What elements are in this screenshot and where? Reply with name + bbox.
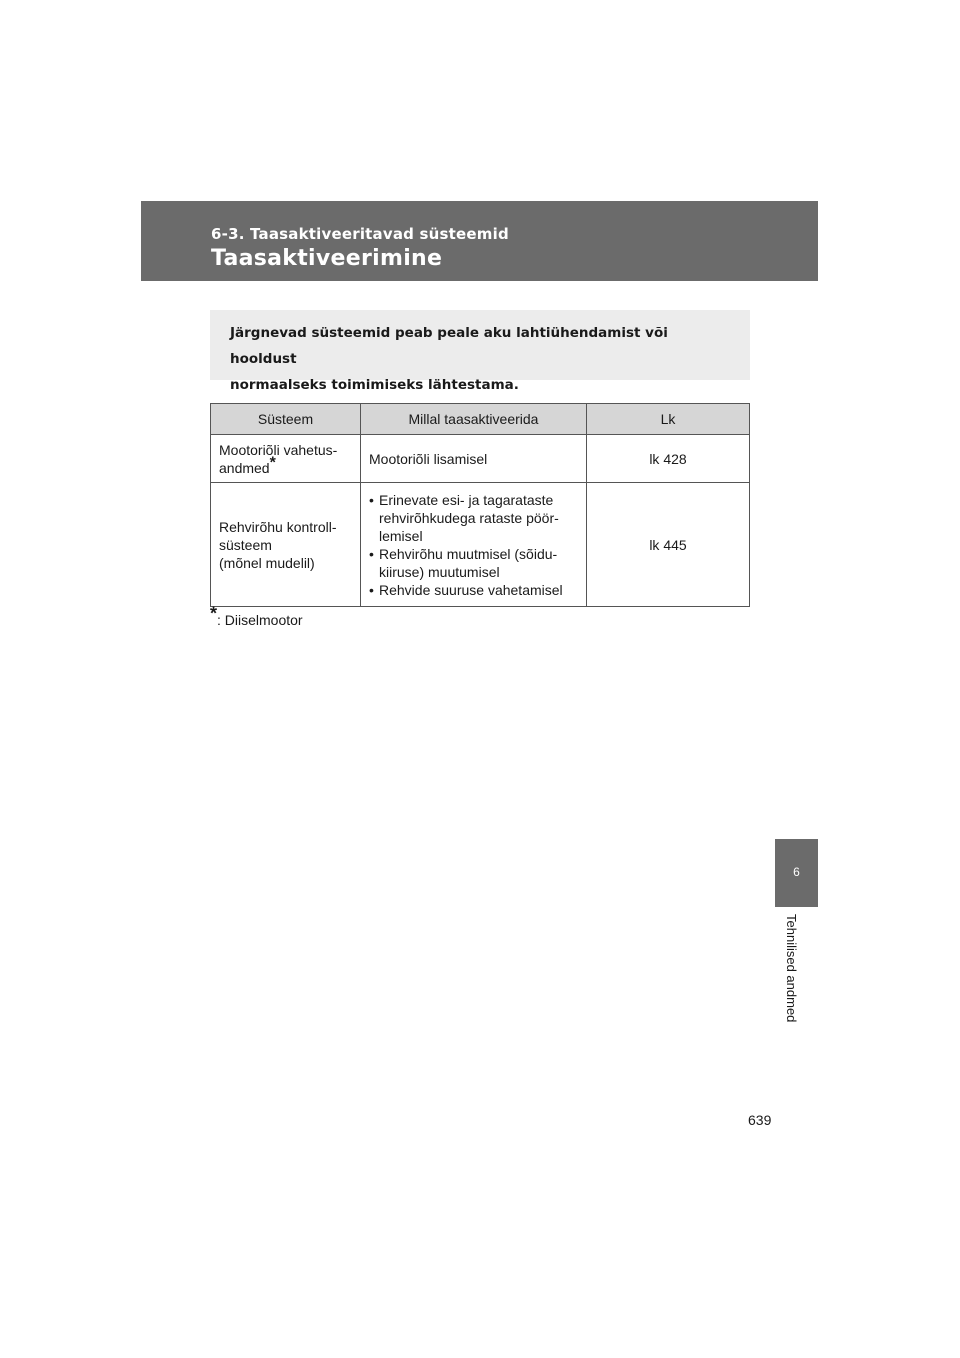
header-band bbox=[141, 201, 818, 281]
chapter-number: 6 bbox=[793, 865, 800, 879]
chapter-label: Tehnilised andmed bbox=[784, 914, 799, 1023]
intro-line-1: Järgnevad süsteemid peab peale aku lahtiühendamist või hooldust bbox=[230, 325, 668, 367]
oil-system-line-1: Mootoriõli vahetus- bbox=[219, 441, 338, 458]
page-number: 639 bbox=[748, 1112, 772, 1128]
page-title: Taasaktiveerimine bbox=[211, 246, 443, 271]
header-system: Süsteem bbox=[211, 404, 361, 435]
footnote bbox=[210, 603, 303, 628]
list-item: • Rehvide suuruse vahetamisel bbox=[369, 581, 582, 599]
table-header-row bbox=[211, 404, 750, 435]
intro-line-2: normaalseks toimimiseks lähtestama. bbox=[230, 377, 519, 393]
footnote-marker: * bbox=[269, 453, 276, 471]
cell-when-tpms bbox=[361, 483, 587, 607]
intro-box bbox=[210, 310, 750, 393]
footnote-text: : Diiselmootor bbox=[217, 612, 303, 628]
tpms-system-line-3: (mõnel mudelil) bbox=[219, 554, 315, 571]
cell-page-tpms: lk 445 bbox=[587, 483, 750, 607]
list-item: • Erinevate esi- ja tagaratastе rehvirõhkudega rataste pöör- lemisel bbox=[369, 491, 582, 545]
intro-text bbox=[230, 320, 730, 398]
cell-system-tpms bbox=[211, 483, 361, 607]
header-when: Millal taasaktiveerida bbox=[361, 404, 587, 435]
cell-when-oil: Mootoriõli lisamisel bbox=[361, 435, 587, 483]
table-row bbox=[211, 435, 750, 483]
section-label: 6-3. Taasaktiveeritavad süsteemid bbox=[211, 225, 509, 243]
cell-page-oil: lk 428 bbox=[587, 435, 750, 483]
tpms-system-line-1: Rehvirõhu kontroll- bbox=[219, 518, 337, 535]
list-item: • Rehvirõhu muutmisel (sõidu- kiiruse) muutumisel bbox=[369, 545, 582, 581]
tpms-system-line-2: süsteem bbox=[219, 536, 272, 553]
reset-systems-table bbox=[210, 403, 750, 607]
footnote-star: * bbox=[210, 603, 218, 624]
when-list bbox=[369, 491, 582, 599]
table-row bbox=[211, 483, 750, 607]
header-page: Lk bbox=[587, 404, 750, 435]
chapter-tab bbox=[775, 839, 818, 907]
cell-system-oil bbox=[211, 435, 361, 483]
oil-system-line-2: andmed bbox=[219, 459, 270, 476]
